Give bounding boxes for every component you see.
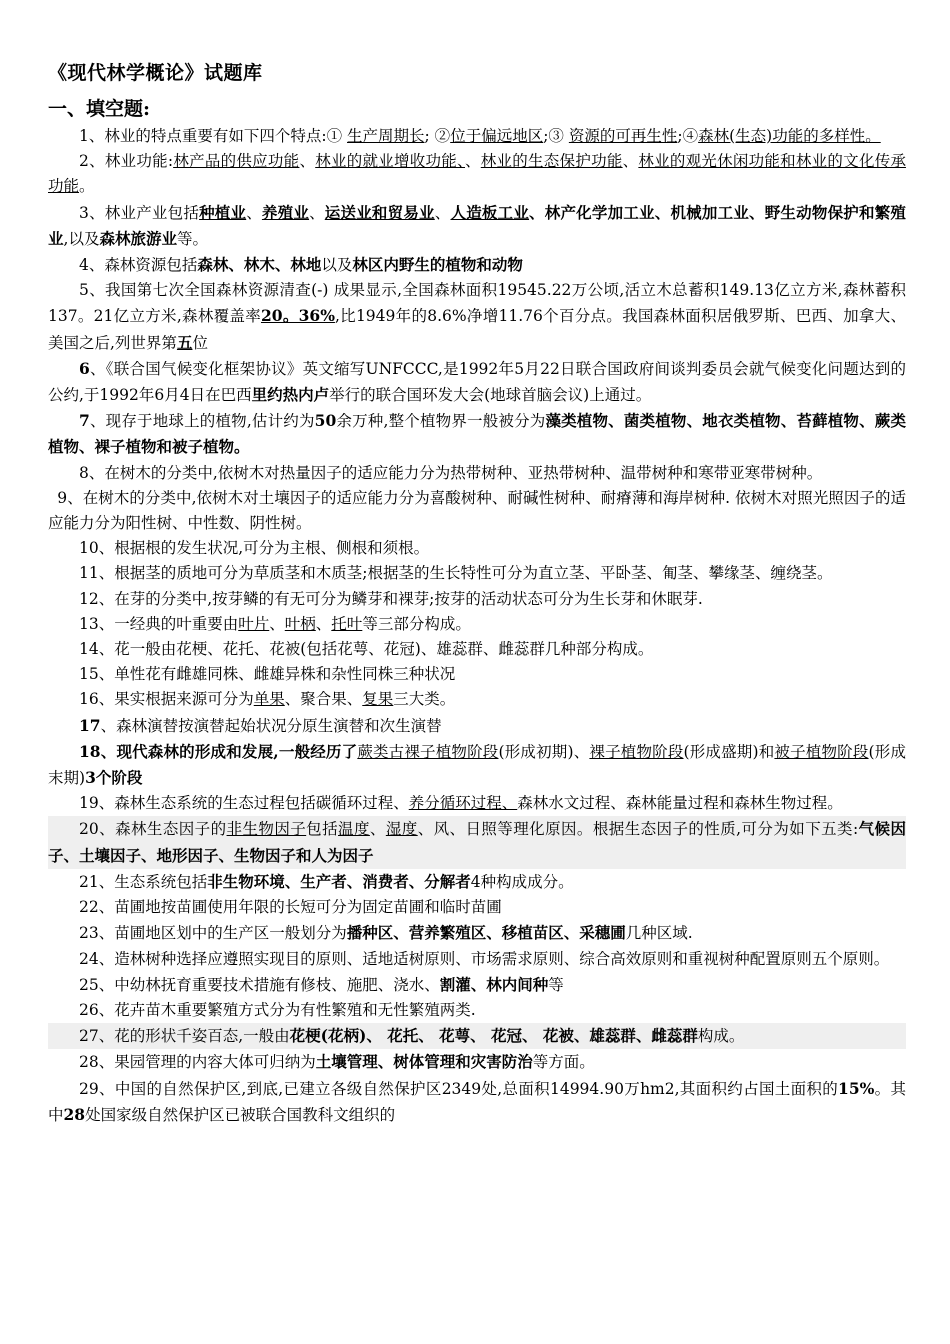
question-text-segment: 、现存于地球上的植物,估计约为 (89, 412, 315, 431)
question-text-segment: 几种区域. (625, 924, 693, 943)
question-item-q9 (48, 486, 906, 536)
question-text-segment: 非生物环境、生产者、消费者、分解者 (207, 871, 471, 891)
question-text-segment: 养分循环过程、 (408, 794, 518, 813)
question-item-q5 (48, 278, 906, 356)
question-item-q11 (48, 561, 906, 586)
question-text-segment: 割灌、林内间种 (439, 974, 549, 994)
question-text-segment: 28、果园管理的内容大体可归纳为 (79, 1053, 316, 1072)
question-text-segment: 、森林演替按演替起始状况分原生演替和次生演替 (100, 716, 442, 735)
question-text-segment: 等。 (176, 229, 208, 248)
question-text-segment: 、 (622, 152, 639, 171)
question-text-segment: 、林产化学加工业、机械加工业、野生动物保护和繁殖业 (48, 202, 906, 248)
question-text-segment: 17 (79, 715, 101, 735)
question-text-segment: 4、森林资源包括 (79, 256, 198, 275)
question-item-q10 (48, 536, 906, 561)
question-text-segment: 叶片 (238, 614, 270, 633)
question-text-segment: 被子植物阶段 (774, 742, 869, 761)
question-text-segment: 森林旅游业 (99, 228, 177, 248)
question-text-segment: 22、苗圃地按苗圃使用年限的长短可分为固定苗圃和临时苗圃 (79, 898, 502, 917)
question-text-segment: 、 (369, 820, 386, 839)
question-item-q6 (48, 356, 906, 408)
question-text-segment: 24、造林树种选择应遵照实现目的原则、适地适树原则、市场需求原则、综合高效原则和重视树种配置原则五个原则。 (79, 949, 890, 968)
question-text-segment: 生产周期长 (347, 127, 425, 145)
question-item-q13 (48, 612, 906, 637)
question-item-q20 (48, 816, 906, 868)
question-text-segment: 10、根据根的发生状况,可分为主根、侧根和须根。 (79, 539, 430, 558)
question-item-q22 (48, 895, 906, 920)
question-text-segment: 16、果实根据来源可分为 (79, 690, 254, 709)
question-text-segment: 、 (315, 614, 332, 633)
question-text-segment: 23、苗圃地区划中的生产区一般划分为 (79, 924, 347, 943)
question-item-q21 (48, 869, 906, 895)
question-text-segment: 湿度 (385, 820, 418, 839)
question-text-segment: 林区内野生的植物和动物 (352, 255, 523, 275)
question-text-segment: 14、花一般由花梗、花托、花被(包括花萼、花冠)、雄蕊群、雌蕊群几种部分构成。 (79, 640, 654, 659)
question-item-q14 (48, 637, 906, 662)
question-text-segment: 15、单性花有雌雄同株、雌雄异株和杂性同株三种状况 (79, 665, 456, 684)
question-text-segment: 位于偏远地区 (450, 127, 544, 145)
question-text-segment: 人造板工业 (450, 202, 530, 222)
question-text-segment: 气候因子、土壤因子、地形因子、生物因子和人为因子 (48, 819, 906, 865)
document-title: 《现代林学概论》试题库 (48, 62, 263, 84)
question-text-segment: 、 (465, 152, 481, 171)
question-text-segment: 15% (838, 1078, 875, 1098)
question-text-segment: 蕨类古裸子植物阶段 (357, 742, 499, 761)
question-text-segment: 21、生态系统包括 (79, 872, 208, 891)
question-text-segment: (形成初期)、 (498, 742, 590, 761)
question-text-segment: 林产品的供应功能 (173, 152, 300, 171)
question-item-q26 (48, 998, 906, 1023)
question-text-segment: 等方面。 (532, 1053, 595, 1072)
question-text-segment: 20、森林生态因子的 (79, 820, 227, 839)
question-item-q25 (48, 972, 906, 998)
question-text-segment: 20。36% (260, 306, 335, 326)
question-item-q16 (48, 687, 906, 712)
question-text-segment: 种植业 (199, 202, 247, 222)
question-text-segment: 25、中幼林抚育重要技术措施有修枝、施肥、浇水、 (79, 975, 440, 994)
question-text-segment: 、风、日照等理化原因。根据生态因子的性质,可分为如下五类: (417, 820, 859, 839)
question-text-segment: 3、林业产业包括 (79, 203, 200, 222)
question-text-segment: (形成末期) (48, 742, 906, 788)
question-text-segment: 森林、林木、林地 (197, 255, 322, 275)
question-text-segment: 11、根据茎的质地可分为草质茎和木质茎;根据茎的生长特性可分为直立茎、平卧茎、匍茎、攀缘茎、缠绕茎。 (79, 564, 833, 583)
question-item-q18 (48, 739, 906, 791)
question-item-q27 (48, 1023, 906, 1049)
question-text-segment: 。 (79, 177, 95, 196)
question-text-segment: 托叶 (331, 614, 363, 633)
question-text-segment: 28 (63, 1104, 86, 1124)
question-item-q8 (48, 461, 906, 486)
question-item-q29 (48, 1076, 906, 1128)
question-text-segment: 森林水文过程、森林能量过程和森林生物过程。 (517, 794, 843, 813)
question-text-segment: 、《联合国气候变化框架协议》英文缩写UNFCCC,是1992年5月22日联合国政府间谈判委员会就气候变化问题达到的公约,于1992年6月4日在巴西 (48, 359, 906, 405)
question-text-segment: ,以及 (63, 229, 100, 248)
question-item-q19 (48, 791, 906, 816)
question-text-segment: 、 (246, 203, 262, 222)
question-text-segment: 50 (314, 411, 337, 431)
question-text-segment: 以及 (321, 256, 353, 275)
question-text-segment: 等 (548, 975, 564, 994)
question-item-q7 (48, 408, 906, 460)
question-text-segment: 27、花的形状千姿百态,一般由 (79, 1027, 290, 1046)
question-text-segment: 12、在芽的分类中,按芽鳞的有无可分为鳞芽和裸芽;按芽的活动状态可分为生长芽和休眠芽. (79, 589, 703, 608)
question-text-segment: 举行的联合国环发大会(地球首脑会议)上通过。 (329, 386, 652, 405)
question-text-segment: 裸子植物阶段 (589, 742, 684, 761)
question-text-segment: 18、现代森林的形成和发展,一般经历了 (79, 741, 358, 761)
question-text-segment: 运送业和贸易业 (324, 202, 435, 222)
question-list (48, 124, 906, 1128)
question-text-segment: 温度 (338, 820, 370, 839)
question-text-segment: 6 (79, 358, 90, 378)
question-item-q1 (48, 124, 906, 149)
question-text-segment: 三大类。 (393, 690, 456, 709)
question-text-segment: 9、在树木的分类中,依树木对土壤因子的适应能力分为喜酸树种、耐碱性树种、耐瘠薄和海岸树种. 依树木对照光照因子的适应能力分为阳性树、中性数、阴性树。 (48, 488, 906, 533)
question-text-segment: (形成盛期)和 (683, 742, 775, 761)
question-text-segment: 林业的就业增收功能、 (315, 152, 466, 171)
question-text-segment: 构成。 (697, 1027, 745, 1046)
question-text-segment: 森林(生态)功能的多样性。 (698, 127, 881, 145)
question-text-segment: 26、花卉苗木重要繁殖方式分为有性繁殖和无性繁殖两类. (79, 1000, 476, 1019)
question-text-segment: 。其中 (48, 1079, 906, 1124)
question-text-segment: 余万种,整个植物界一般被分为 (336, 412, 546, 431)
question-text-segment: 13、一经典的叶重要由 (79, 614, 239, 633)
question-text-segment: ;③ (543, 127, 569, 145)
question-text-segment: 位 (192, 333, 208, 352)
question-text-segment: 五 (176, 332, 193, 352)
question-text-segment: 林业的观光休闲功能和林业的文化传承功能 (48, 152, 906, 196)
question-item-q28 (48, 1049, 906, 1075)
question-item-q4 (48, 252, 906, 278)
question-item-q17 (48, 713, 906, 739)
section-heading: 一、填空题: (48, 98, 151, 120)
question-text-segment: 7 (79, 411, 90, 431)
question-text-segment: 播种区、营养繁殖区、移植苗区、采穗圃 (346, 923, 626, 943)
question-text-segment: 林业的生态保护功能 (480, 152, 623, 171)
question-item-q12 (48, 587, 906, 612)
question-text-segment: 叶柄 (284, 614, 316, 633)
question-text-segment: 1、林业的特点重要有如下四个特点:① (79, 127, 348, 145)
question-text-segment: 包括 (306, 820, 339, 839)
question-text-segment: 资源的可再生性 (568, 127, 678, 145)
question-text-segment: 2、林业功能: (79, 152, 174, 171)
question-text-segment: 19、森林生态系统的生态过程包括碳循环过程、 (79, 794, 409, 813)
question-item-q2 (48, 149, 906, 199)
question-text-segment: 花梗(花柄)、 花托、 花萼、 花冠、 花被、雄蕊群、雌蕊群 (289, 1026, 698, 1046)
question-text-segment: 、 (299, 152, 316, 171)
question-item-q23 (48, 920, 906, 946)
question-text-segment: 复果 (362, 690, 394, 709)
question-text-segment: 、 (309, 203, 325, 222)
question-text-segment: 、 (269, 614, 285, 633)
question-text-segment: 处国家级自然保护区已被联合国教科文组织的 (85, 1105, 396, 1124)
question-text-segment: 、聚合果、 (284, 690, 363, 709)
question-text-segment: 土壤管理、树体管理和灾害防治 (315, 1052, 533, 1072)
question-text-segment: 等三部分构成。 (362, 614, 471, 633)
question-text-segment: 非生物因子 (226, 820, 307, 839)
question-text-segment: 、 (434, 203, 451, 222)
question-text-segment: 藻类植物、菌类植物、地衣类植物、苔藓植物、蕨类植物、裸子植物和被子植物。 (48, 411, 906, 457)
question-text-segment: 29、中国的自然保护区,到底,已建立各级自然保护区2349处,总面积14994.90万hm2,其面积约占国土面积的 (79, 1079, 839, 1098)
question-text-segment: ; ② (424, 127, 451, 145)
question-item-q24 (48, 947, 906, 972)
question-text-segment: 8、在树木的分类中,依树木对热量因子的适应能力分为热带树种、亚热带树种、温带树种和寒带亚寒带树种。 (79, 463, 823, 482)
question-text-segment: 里约热内卢 (251, 385, 330, 405)
question-text-segment: 5、我国第七次全国森林资源清查(-) 成果显示,全国森林面积19545.22万公顷,活立木总蓄积149.13亿立方米,森林蓄积137。21亿立方米,森林覆盖率 (48, 281, 906, 326)
question-item-q3 (48, 200, 906, 252)
question-text-segment: 4种构成成分。 (470, 872, 574, 891)
question-text-segment: 养殖业 (261, 202, 310, 222)
question-text-segment: ;④ (677, 127, 699, 145)
question-text-segment: ,比1949年的8.6%净增11.76个百分点。我国森林面积居俄罗斯、巴西、加拿大、美国之后,列世界第 (48, 307, 906, 352)
question-text-segment: 单果 (253, 690, 285, 709)
question-text-segment: 3个阶段 (85, 768, 143, 788)
question-item-q15 (48, 662, 906, 687)
